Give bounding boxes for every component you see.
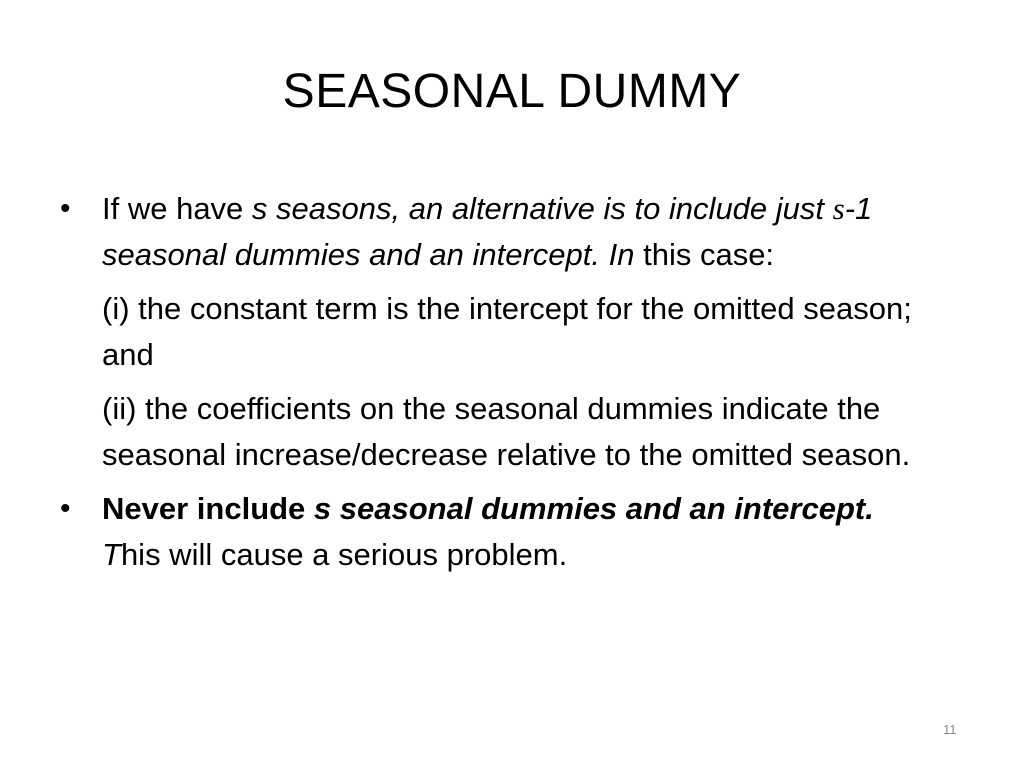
bullet-marker: • xyxy=(60,192,71,225)
bullet-item-1 xyxy=(60,186,940,278)
bullet-2-text xyxy=(102,491,874,572)
slide-content xyxy=(60,186,940,578)
slide-title: SEASONAL DUMMY xyxy=(282,65,742,118)
bullet-item-2 xyxy=(60,486,940,578)
page-number: 11 xyxy=(943,722,957,737)
bullet-1-part-5: this case: xyxy=(634,237,775,272)
bullet-2-part-2: s seasonal dummies and an intercept. xyxy=(313,491,874,526)
bullet-1-part-3: s xyxy=(832,191,845,226)
bullet-marker: • xyxy=(60,492,71,525)
bullet-2-part-3: T xyxy=(102,537,121,572)
sub-paragraph-2: (ii) the coefficients on the seasonal dummies indicate the seasonal increase/decrease relative to the omitted season. xyxy=(102,391,911,472)
bullet-2-part-1: Never include xyxy=(102,491,314,526)
bullet-2-part-4: his will cause a serious problem. xyxy=(120,537,568,572)
sub-paragraph-1: (i) the constant term is the intercept for the omitted season; and xyxy=(102,291,912,372)
bullet-1-text xyxy=(102,191,872,272)
bullet-1-part-1: If we have xyxy=(102,191,252,226)
bullet-1-part-2: s seasons, an alternative is to include just xyxy=(251,191,833,226)
bullet-1-part-4: -1 seasonal dummies and an intercept. In xyxy=(102,191,873,272)
